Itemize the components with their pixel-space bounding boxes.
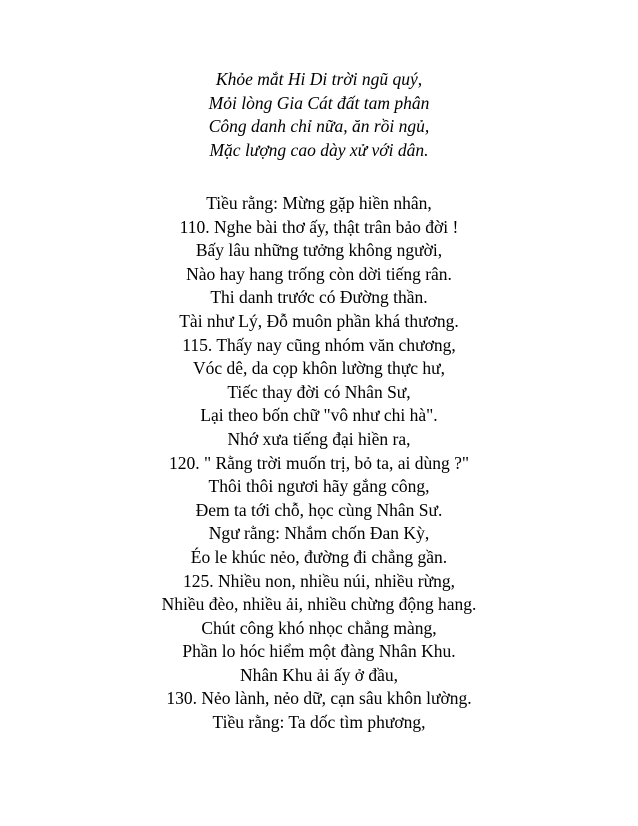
poem-line: Tiều rằng: Ta dốc tìm phương, xyxy=(212,712,426,733)
poem-line: 130. Nẻo lành, nẻo dữ, cạn sâu khôn lường. xyxy=(166,688,472,709)
poem-line: 125. Nhiều non, nhiều núi, nhiều rừng, xyxy=(183,570,455,591)
italic-line: Khỏe mắt Hi Di trời ngũ quý, xyxy=(215,69,423,89)
poem-line: Thôi thôi ngươi hãy gắng công, xyxy=(208,476,430,497)
poem-line: Éo le khúc nẻo, đường đi chẳng gần. xyxy=(190,546,448,567)
poem-line: Lại theo bốn chữ "vô như chi hà". xyxy=(200,405,438,426)
poem-line: Chút công khó nhọc chẳng màng, xyxy=(201,617,437,638)
italic-line: Mặc lượng cao dày xử với dân. xyxy=(209,139,429,160)
poem-line: Ngư rằng: Nhắm chốn Đan Kỳ, xyxy=(208,523,430,544)
poem-line: Tiều rằng: Mừng gặp hiền nhân, xyxy=(206,193,432,213)
italic-line: Mỏi lòng Gia Cát đất tam phân xyxy=(208,92,430,113)
poem-line: Thi danh trước có Đường thần. xyxy=(210,287,428,308)
poem-line: Nhiều đèo, nhiều ải, nhiều chừng động hang. xyxy=(161,594,477,615)
poem-line: 110. Nghe bài thơ ấy, thật trân bảo đời ! xyxy=(179,216,459,237)
poem-line: Vóc dê, da cọp khôn lường thực hư, xyxy=(192,358,446,379)
poem-line: Nhân Khu ải ấy ở đầu, xyxy=(240,664,398,685)
poem-line: Tiếc thay đời có Nhân Sư, xyxy=(227,381,411,402)
poem-line: Nào hay hang trống còn dời tiếng rân. xyxy=(186,263,452,284)
poem-line: Nhớ xưa tiếng đại hiền ra, xyxy=(227,428,411,449)
poem-line: Phần lo hóc hiểm một đàng Nhân Khu. xyxy=(182,641,456,662)
poem-line: Tài như Lý, Đỗ muôn phần khá thương. xyxy=(179,310,459,331)
main-stanza xyxy=(0,192,638,735)
poem-line: 115. Thấy nay cũng nhóm văn chương, xyxy=(182,334,456,355)
italic-stanza xyxy=(0,68,638,162)
italic-line: Công danh chỉ nữa, ăn rồi ngủ, xyxy=(208,116,430,136)
poem-line: Đem ta tới chỗ, học cùng Nhân Sư. xyxy=(195,499,443,520)
poem-line: 120. " Rằng trời muốn trị, bỏ ta, ai dùng ?" xyxy=(168,452,470,473)
poem-line: Bấy lâu những tưởng không người, xyxy=(195,240,443,261)
